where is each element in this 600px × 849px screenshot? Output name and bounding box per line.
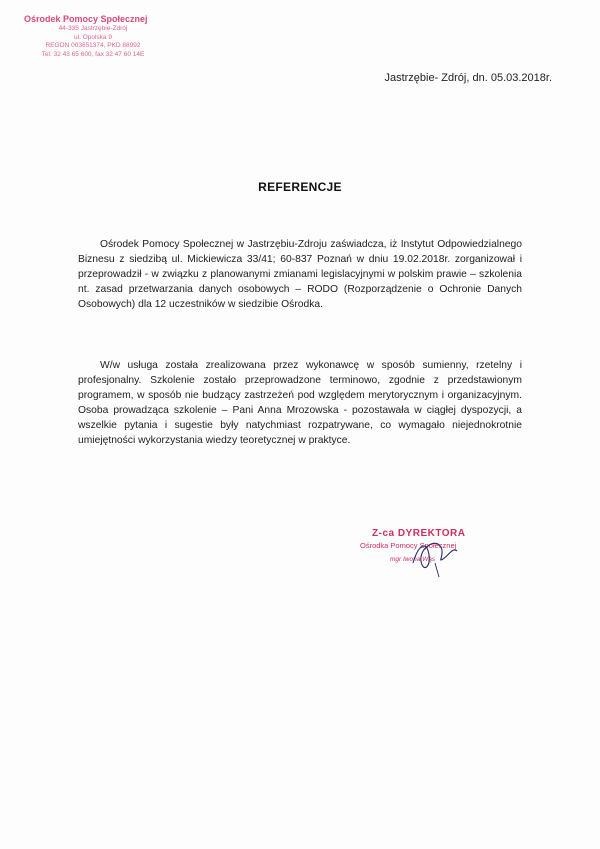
paragraph-2 bbox=[78, 358, 522, 448]
stamp-line-street: ul. Opolska 9 bbox=[74, 33, 112, 41]
stamp-line-phone: Tel. 32 43 65 600, fax 32 47 60 14E bbox=[41, 50, 145, 58]
signature-org: Ośrodka Pomocy Społecznej bbox=[360, 541, 457, 550]
stamp-line-regon: REGON 003651374, PKD 88992 bbox=[45, 42, 141, 49]
paragraph-2-text: W/w usługa została zrealizowana przez wykonawcę w sposób sumienny, rzetelny i profesjonalny. Szkolenie zostało przeprowadzone terminowo, zgodnie z przedstawionym programem, w sposób nie budzący zastrzeżeń pod względem merytorycznym i organizacyjnym. Osoba prowadząca szkolenie – Pani Anna Mrozowska - pozostawała w ciągłej dyspozycji, a wszelkie pytania i sugestie były natychmiast rozpatrywane, co wymagało niejednokrotnie umiejętności wykorzystania wiedzy teoretycznej w praktyce. bbox=[78, 360, 522, 446]
stamp-line-address: 44-335 Jastrzębie-Zdrój bbox=[58, 25, 128, 32]
document-title: REFERENCJE bbox=[258, 180, 342, 194]
signature-name: mgr Iwona Wąs bbox=[390, 556, 436, 563]
handwritten-signature bbox=[405, 533, 465, 583]
place-and-date: Jastrzębie- Zdrój, dn. 05.03.2018r. bbox=[384, 72, 552, 84]
paragraph-1 bbox=[78, 237, 522, 312]
paragraph-1-text: Ośrodek Pomocy Społecznej w Jastrzębiu-Zdroju zaświadcza, iż Instytut Odpowiedzialnego Biznesu z siedzibą ul. Mickiewicza 33/41; 60-837 Poznań w dniu 19.02.2018r. zorganizował i przeprowadził - w związku z planowanymi zmianami legislacyjnymi w polskim prawie – szkolenia nt. zasad przetwarzania danych osobowych – RODO (Rozporządzenie o Ochronie Danych Osobowych) dla 12 uczestników w siedzibie Ośrodka. bbox=[78, 239, 522, 310]
organization-stamp bbox=[18, 14, 168, 59]
signature-title: Z-ca DYREKTORA bbox=[372, 528, 466, 539]
stamp-line-name: Ośrodek Pomocy Społecznej bbox=[24, 14, 148, 24]
